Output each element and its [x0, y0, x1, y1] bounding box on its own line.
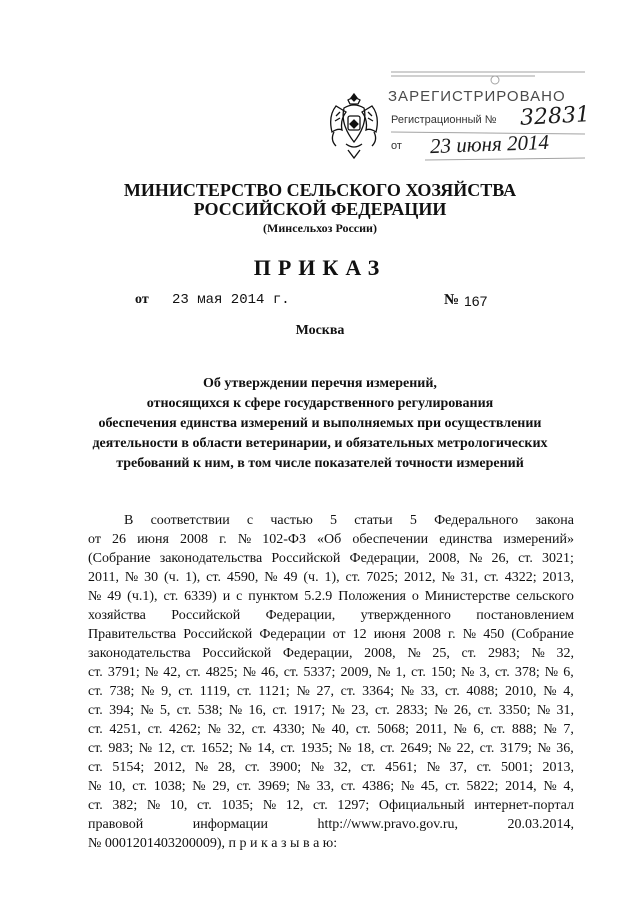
body-word: №: [426, 760, 440, 775]
stamp-registration-label: Регистрационный №: [391, 114, 497, 126]
body-word: №: [531, 646, 545, 661]
body-word: 1652;: [200, 741, 233, 756]
body-word: 4322;: [504, 570, 537, 585]
body-line: [88, 739, 574, 758]
body-word: 4590,: [226, 570, 259, 585]
body-word: ст.: [312, 798, 328, 813]
body-word: 16,: [248, 703, 267, 718]
body-word: ст.: [178, 684, 194, 699]
body-word: 382;: [112, 798, 138, 813]
body-word: ст.: [163, 589, 179, 604]
body-word: 18,: [356, 741, 375, 756]
body-line: [88, 815, 574, 834]
body-word: ст.: [88, 703, 103, 718]
body-word: 538;: [197, 703, 223, 718]
body-word: ст.: [272, 703, 288, 718]
body-word: 102-ФЗ: [262, 532, 306, 547]
body-line: [88, 568, 574, 587]
body-word: ст.: [88, 722, 103, 737]
body-word: №: [264, 570, 278, 585]
body-word: №: [140, 703, 154, 718]
body-word: № 0001201403200009), п р и к а з ы в а ю:: [88, 836, 338, 851]
body-word: ст.: [477, 703, 493, 718]
body-word: о: [411, 589, 419, 604]
body-word: 2013,: [542, 570, 574, 585]
body-word: (ч.: [303, 570, 319, 585]
body-word: ст.: [88, 741, 103, 756]
body-word: 37,: [449, 760, 468, 775]
body-word: №: [146, 798, 161, 813]
body-word: ст.: [196, 798, 212, 813]
body-word: 31,: [556, 703, 574, 718]
body-word: ст.: [132, 779, 148, 794]
body-word: ст.: [206, 570, 221, 585]
body-word: №: [434, 703, 448, 718]
body-word: 2014,: [505, 779, 537, 794]
body-word: 5154;: [112, 760, 145, 775]
stamp-date: 23 июня 2014: [429, 129, 550, 159]
body-word: Федерации,: [282, 646, 353, 661]
body-word: (ч.1),: [127, 589, 158, 604]
body-word: правовой: [88, 817, 144, 832]
subject-line: обеспечения единства измерений и выполняемых при осуществлении: [98, 416, 542, 431]
body-word: 6,: [473, 722, 484, 737]
body-word: №: [296, 779, 310, 794]
body-word: №: [400, 684, 415, 699]
body-word: №: [536, 703, 551, 718]
body-word: №: [544, 665, 559, 680]
body-word: №: [377, 665, 391, 680]
body-word: 3969;: [257, 779, 290, 794]
body-word: 4561;: [385, 760, 418, 775]
body-word: ст.: [236, 684, 252, 699]
body-word: 394;: [109, 703, 134, 718]
body-word: г.: [447, 627, 456, 642]
body-word: ст.: [236, 779, 252, 794]
body-word: http://www.pravo.gov.ru,: [317, 817, 459, 832]
body-word: ст.: [355, 722, 371, 737]
body-line: [88, 720, 574, 739]
ministry-title-line2: РОССИЙСКОЙ ФЕДЕРАЦИИ: [193, 199, 447, 219]
body-word: 4825;: [205, 665, 238, 680]
body-word: Правительства: [88, 627, 177, 642]
body-word: ст.: [251, 722, 267, 737]
body-word: 9,: [161, 684, 172, 699]
body-word: 7,: [563, 722, 574, 737]
body-word: Российской: [202, 646, 272, 661]
city: Москва: [295, 323, 345, 338]
body-word: №: [262, 798, 277, 813]
body-word: статьи: [354, 513, 393, 528]
body-word: 12,: [285, 798, 304, 813]
body-line: [88, 777, 574, 796]
body-word: 888;: [511, 722, 537, 737]
body-word: «Об: [317, 532, 342, 547]
body-word: 5.2.9: [304, 589, 333, 604]
body-word: Положения: [338, 589, 406, 604]
body-word: 1035;: [221, 798, 254, 813]
body-word: №: [400, 779, 415, 794]
body-word: 30: [144, 570, 159, 585]
body-word: №: [141, 684, 155, 699]
body-word: №: [228, 703, 243, 718]
body-word: ст.: [185, 665, 201, 680]
body-word: 3021;: [542, 551, 574, 566]
body-word: ст.: [479, 741, 495, 756]
body-word: 3,: [479, 665, 490, 680]
body-word: 4262;: [168, 722, 201, 737]
body-word: №: [88, 589, 102, 604]
order-number: 167: [464, 293, 488, 309]
body-word: 5001;: [500, 760, 533, 775]
body-word: 33,: [420, 684, 439, 699]
body-word: 3791;: [107, 665, 140, 680]
body-word: единства: [439, 532, 493, 547]
body-word: №: [138, 741, 153, 756]
body-word: июня: [137, 532, 169, 547]
body-word: №: [543, 779, 557, 794]
body-word: 1935;: [300, 741, 333, 756]
body-word: ст.: [88, 760, 103, 775]
stamp-registered-label: ЗАРЕГИСТРИРОВАНО: [388, 88, 566, 105]
body-word: ст.: [340, 684, 356, 699]
body-word: 25,: [432, 646, 450, 661]
body-word: 29,: [212, 779, 230, 794]
body-word: 5: [330, 513, 338, 528]
body-word: 3364;: [362, 684, 395, 699]
body-word: и: [222, 589, 231, 604]
body-word: Федерального: [434, 513, 519, 528]
body-word: 7025;: [366, 570, 399, 585]
body-word: пунктом: [248, 589, 299, 604]
body-word: 2983;: [487, 646, 520, 661]
body-word: 1),: [324, 570, 340, 585]
body-word: 12,: [157, 741, 176, 756]
body-word: Российской: [183, 627, 253, 642]
body-word: ст.: [484, 570, 499, 585]
body-word: 2008,: [428, 551, 460, 566]
stamp-date-label: от: [391, 140, 402, 152]
body-word: №: [331, 703, 345, 718]
body-word: 2008,: [364, 646, 396, 661]
body-word: Официальный: [378, 798, 465, 813]
body-word: утвержденного: [360, 608, 451, 623]
body-word: ст.: [379, 741, 395, 756]
body-word: 32,: [227, 722, 246, 737]
body-word: 1297;: [337, 798, 370, 813]
body-word: ст.: [340, 779, 356, 794]
body-line: [88, 511, 574, 530]
body-word: 2012,: [403, 570, 436, 585]
body-word: с: [236, 589, 243, 604]
body-word: 378;: [514, 665, 540, 680]
body-word: Федерации,: [265, 608, 336, 623]
body-word: 1038;: [153, 779, 186, 794]
document-type-heading: ПРИКАЗ: [253, 255, 387, 280]
body-line: [88, 701, 574, 720]
body-word: 1121;: [258, 684, 290, 699]
body-word: 450: [483, 627, 505, 642]
body-word: ст.: [374, 703, 390, 718]
body-word: 10,: [108, 779, 126, 794]
body-word: 26: [112, 532, 126, 547]
body-word: закона: [535, 513, 574, 528]
body-word: информации: [192, 817, 269, 832]
body-word: 5,: [159, 703, 171, 718]
body-word: 33,: [316, 779, 335, 794]
body-word: Российской: [271, 551, 341, 566]
body-word: 32,: [556, 646, 574, 661]
subject-line: относящихся к сфере государственного регулирования: [146, 396, 494, 411]
body-line: [88, 530, 574, 549]
body-word: №: [192, 779, 206, 794]
body-word: 46,: [261, 665, 279, 680]
body-word: 6339): [184, 589, 217, 604]
body-word: №: [453, 722, 467, 737]
body-word: №: [88, 779, 102, 794]
body-line: [88, 549, 574, 568]
body-word: 1917;: [293, 703, 326, 718]
body-word: 150;: [430, 665, 456, 680]
body-word: ст.: [360, 760, 376, 775]
subject-line: Об утверждении перечня измерений,: [203, 376, 437, 391]
body-word: 1),: [185, 570, 201, 585]
body-word: 4330;: [273, 722, 305, 737]
body-word: 14,: [257, 741, 275, 756]
body-line: [88, 834, 574, 853]
body-word: (ч.: [164, 570, 180, 585]
body-word: ст.: [345, 570, 361, 585]
body-word: №: [338, 741, 352, 756]
body-word: 2649;: [400, 741, 433, 756]
body-word: законодательства: [159, 551, 263, 566]
body-word: №: [237, 532, 252, 547]
body-word: частью: [270, 513, 313, 528]
body-word: 2008: [180, 532, 209, 547]
body-word: №: [460, 665, 475, 680]
order-date: 23 мая 2014 г.: [172, 292, 290, 308]
body-word: В: [124, 513, 134, 528]
body-word: №: [194, 760, 209, 775]
body-word: №: [238, 741, 252, 756]
body-word: №: [407, 646, 421, 661]
body-word: от: [332, 627, 346, 642]
body-line: [88, 682, 574, 701]
body-word: Федерации,: [349, 551, 420, 566]
body-word: №: [242, 665, 257, 680]
body-word: ст.: [445, 779, 460, 794]
body-word: (Собрание: [88, 551, 151, 566]
body-word: 4386;: [362, 779, 395, 794]
body-word: 1119,: [199, 684, 231, 699]
body-word: 2009,: [340, 665, 373, 680]
subject-line: требований к ним, в том числе показателей точности измерений: [116, 456, 524, 471]
body-word: №: [296, 684, 310, 699]
body-word: с: [246, 513, 254, 528]
body-word: ст.: [176, 703, 192, 718]
body-line: [88, 796, 574, 815]
date-label: от: [135, 292, 149, 307]
body-word: ст.: [476, 760, 492, 775]
body-word: (Собрание: [511, 627, 574, 642]
body-word: интернет-портал: [474, 798, 574, 813]
body-word: ст.: [88, 665, 103, 680]
body-word: 3900;: [269, 760, 302, 775]
body-word: 738;: [109, 684, 135, 699]
body-word: 22,: [456, 741, 475, 756]
body-word: ст.: [280, 741, 296, 756]
body-word: 4,: [563, 779, 574, 794]
body-word: ст.: [518, 551, 533, 566]
body-word: 5822;: [466, 779, 499, 794]
body-word: 32,: [333, 760, 352, 775]
body-word: ст.: [494, 665, 510, 680]
body-word: г.: [219, 532, 227, 547]
ministry-short-name: (Минсельхоз России): [263, 221, 377, 235]
body-word: ст.: [283, 665, 299, 680]
body-word: 6,: [563, 665, 574, 680]
body-word: соответствии: [150, 513, 230, 528]
body-word: 3179;: [499, 741, 532, 756]
body-line: [88, 758, 574, 777]
body-word: 2012,: [153, 760, 186, 775]
body-word: 42,: [163, 665, 181, 680]
body-word: июня: [373, 627, 406, 642]
body-word: 2013,: [542, 760, 574, 775]
coat-of-arms-icon: [322, 88, 386, 164]
body-word: ст.: [244, 760, 260, 775]
body-word: ст.: [147, 722, 163, 737]
body-word: 45,: [420, 779, 439, 794]
body-word: ст.: [180, 741, 196, 756]
body-word: 40,: [331, 722, 350, 737]
body-word: 3350;: [498, 703, 531, 718]
body-word: 5337;: [303, 665, 336, 680]
body-word: №: [468, 551, 483, 566]
subject-line: деятельности в области ветеринарии, и обязательных метрологических: [92, 436, 548, 451]
body-word: №: [310, 760, 325, 775]
body-word: №: [144, 665, 159, 680]
body-word: 5: [409, 513, 417, 528]
number-label: №: [444, 292, 460, 308]
body-word: 2011,: [88, 570, 119, 585]
body-word: ст.: [88, 798, 103, 813]
body-word: 49: [107, 589, 122, 604]
body-word: 26,: [453, 703, 472, 718]
body-word: №: [311, 722, 325, 737]
body-word: 12: [352, 627, 367, 642]
body-word: 2011,: [415, 722, 447, 737]
body-word: 4088;: [466, 684, 499, 699]
body-word: №: [543, 684, 557, 699]
body-word: 2008: [412, 627, 441, 642]
order-subject: [80, 374, 560, 474]
body-line: [88, 644, 574, 663]
body-word: 36,: [556, 741, 574, 756]
body-word: 20.03.2014,: [507, 817, 574, 832]
body-word: 28,: [217, 760, 236, 775]
body-word: хозяйства: [88, 608, 146, 623]
body-word: ст.: [88, 684, 103, 699]
body-word: №: [437, 741, 452, 756]
body-word: сельского: [516, 589, 574, 604]
body-word: измерений»: [503, 532, 574, 547]
body-word: законодательства: [88, 646, 191, 661]
body-word: 1,: [395, 665, 407, 680]
body-word: 49: [283, 570, 298, 585]
body-word: ст.: [411, 665, 426, 680]
body-word: Федерации: [259, 627, 326, 642]
body-word: ст.: [461, 646, 477, 661]
body-word: 10,: [169, 798, 188, 813]
order-body-paragraph: [88, 511, 574, 853]
ministry-title-line1: МИНИСТЕРСТВО СЕЛЬСКОГО ХОЗЯЙСТВА: [123, 180, 517, 200]
body-word: 23,: [351, 703, 369, 718]
body-word: 4251,: [109, 722, 141, 737]
body-line: [88, 625, 574, 644]
body-word: обеспечении: [352, 532, 429, 547]
body-line: [88, 587, 574, 606]
body-word: ст.: [444, 684, 460, 699]
body-word: 26,: [491, 551, 509, 566]
body-word: 4,: [563, 684, 574, 699]
body-word: Российской: [171, 608, 241, 623]
body-line: [88, 663, 574, 682]
body-word: Министерстве: [424, 589, 511, 604]
body-word: постановлением: [476, 608, 574, 623]
body-word: 2833;: [396, 703, 428, 718]
body-word: №: [543, 722, 557, 737]
body-word: 27,: [316, 684, 334, 699]
body-word: №: [537, 741, 551, 756]
body-word: 31,: [460, 570, 479, 585]
body-word: №: [124, 570, 139, 585]
body-word: 2010,: [505, 684, 537, 699]
stamp-registration-number: 32831: [519, 102, 591, 131]
body-word: №: [207, 722, 221, 737]
body-word: №: [441, 570, 455, 585]
body-word: ст.: [490, 722, 506, 737]
body-word: 983;: [108, 741, 134, 756]
body-word: 5068;: [377, 722, 410, 737]
body-line: [88, 606, 574, 625]
body-word: от: [88, 532, 101, 547]
body-word: №: [462, 627, 477, 642]
